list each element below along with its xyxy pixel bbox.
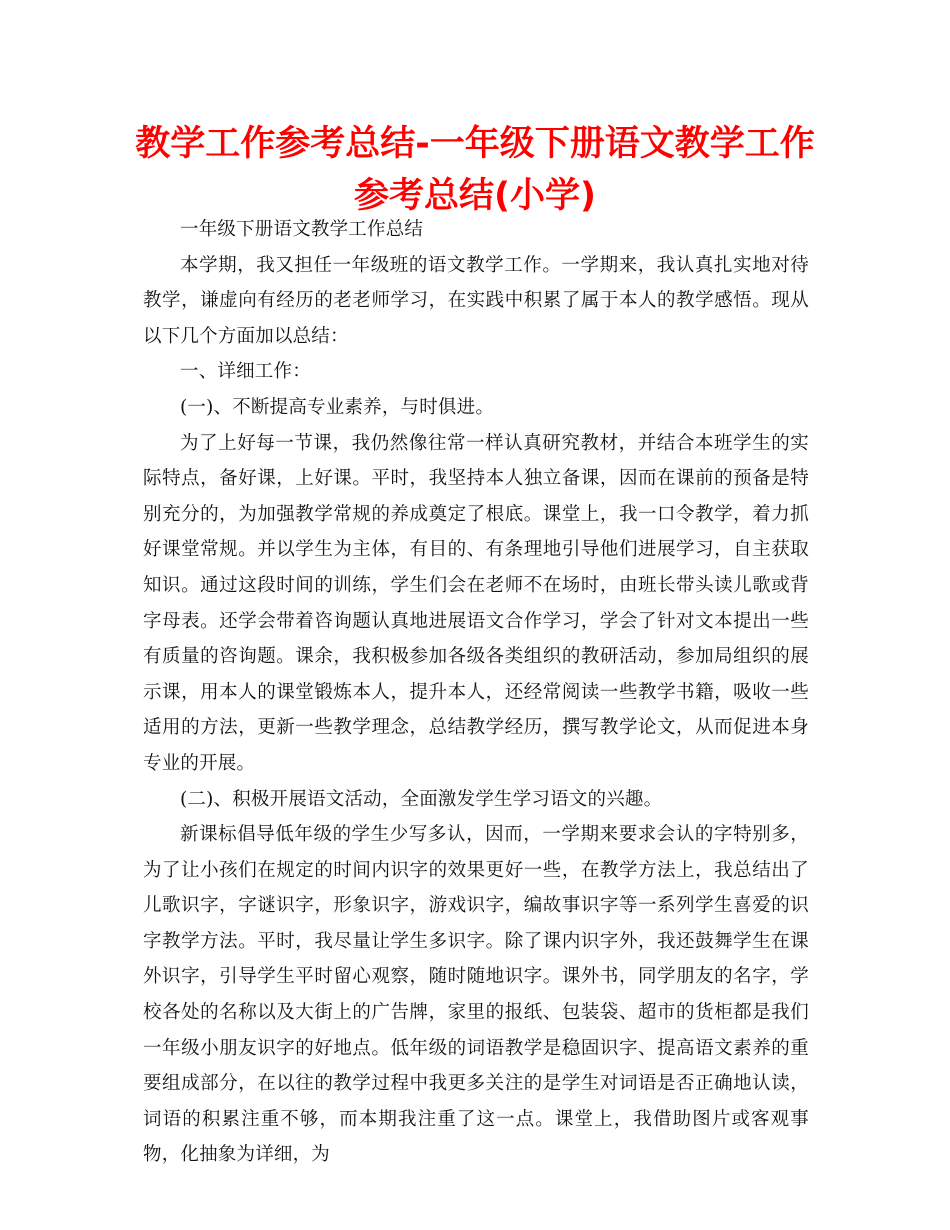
paragraph-intro: 本学期，我又担任一年级班的语文教学工作。一学期来，我认真扎实地对待教学，谦虚向有经历的老老师学习，在实践中积累了属于本人的教学感悟。现从以下几个方面加以总结： xyxy=(143,254,809,347)
document-title: 教学工作参考总结-一年级下册语文教学工作参考总结(小学) xyxy=(135,124,815,216)
section-heading: 一、详细工作： xyxy=(180,361,311,383)
subsection-heading-1: (一)、不断提高专业素养，与时俱进。 xyxy=(180,396,495,418)
subsection-heading-2: (二)、积极开展语文活动，全面激发学生学习语文的兴趣。 xyxy=(180,788,663,810)
paragraph-subtitle: 一年级下册语文教学工作总结 xyxy=(180,219,424,240)
document-body xyxy=(143,212,809,1173)
paragraph-literacy-activities: 新课标倡导低年级的学生少写多认，因而，一学期来要求会认的字特别多，为了让小孩们在规定的时间内识字的效果更好一些，在教学方法上，我总结出了儿歌识字，字谜识字，形象识字，游戏识字，编故事识字等一系列学生喜爱的识字教学方法。平时，我尽量让学生多识字。除了课内识字外，我还鼓舞学生在课外识字，引导学生平时留心观察，随时随地识字。课外书，同学朋友的名字，学校各处的名称以及大街上的广告牌，家里的报纸、包装袋、超市的货柜都是我们一年级小朋友识字的好地点。低年级的词语教学是稳固识字、提高语文素养的重要组成部分，在以往的教学过程中我更多关注的是学生对词语是否正确地认读，词语的积累注重不够，而本期我注重了这一点。课堂上，我借助图片或客观事物，化抽象为详细，为 xyxy=(143,824,809,1166)
paragraph-professional-development: 为了上好每一节课，我仍然像往常一样认真研究教材，并结合本班学生的实际特点，备好课，上好课。平时，我坚持本人独立备课，因而在课前的预备是特别充分的，为加强教学常规的养成奠定了根底。课堂上，我一口令教学，着力抓好课堂常规。并以学生为主体，有目的、有条理地引导他们进展学习，自主获取知识。通过这段时间的训练，学生们会在老师不在场时，由班长带头读儿歌或背字母表。还学会带着咨询题认真地进展语文合作学习，学会了针对文本提出一些有质量的咨询题。课余，我积极参加各级各类组织的教研活动，参加局组织的展示课，用本人的课堂锻炼本人，提升本人，还经常阅读一些教学书籍，吸收一些适用的方法，更新一些教学理念，总结教学经历，撰写教学论文，从而促进本身专业的开展。 xyxy=(143,432,809,774)
